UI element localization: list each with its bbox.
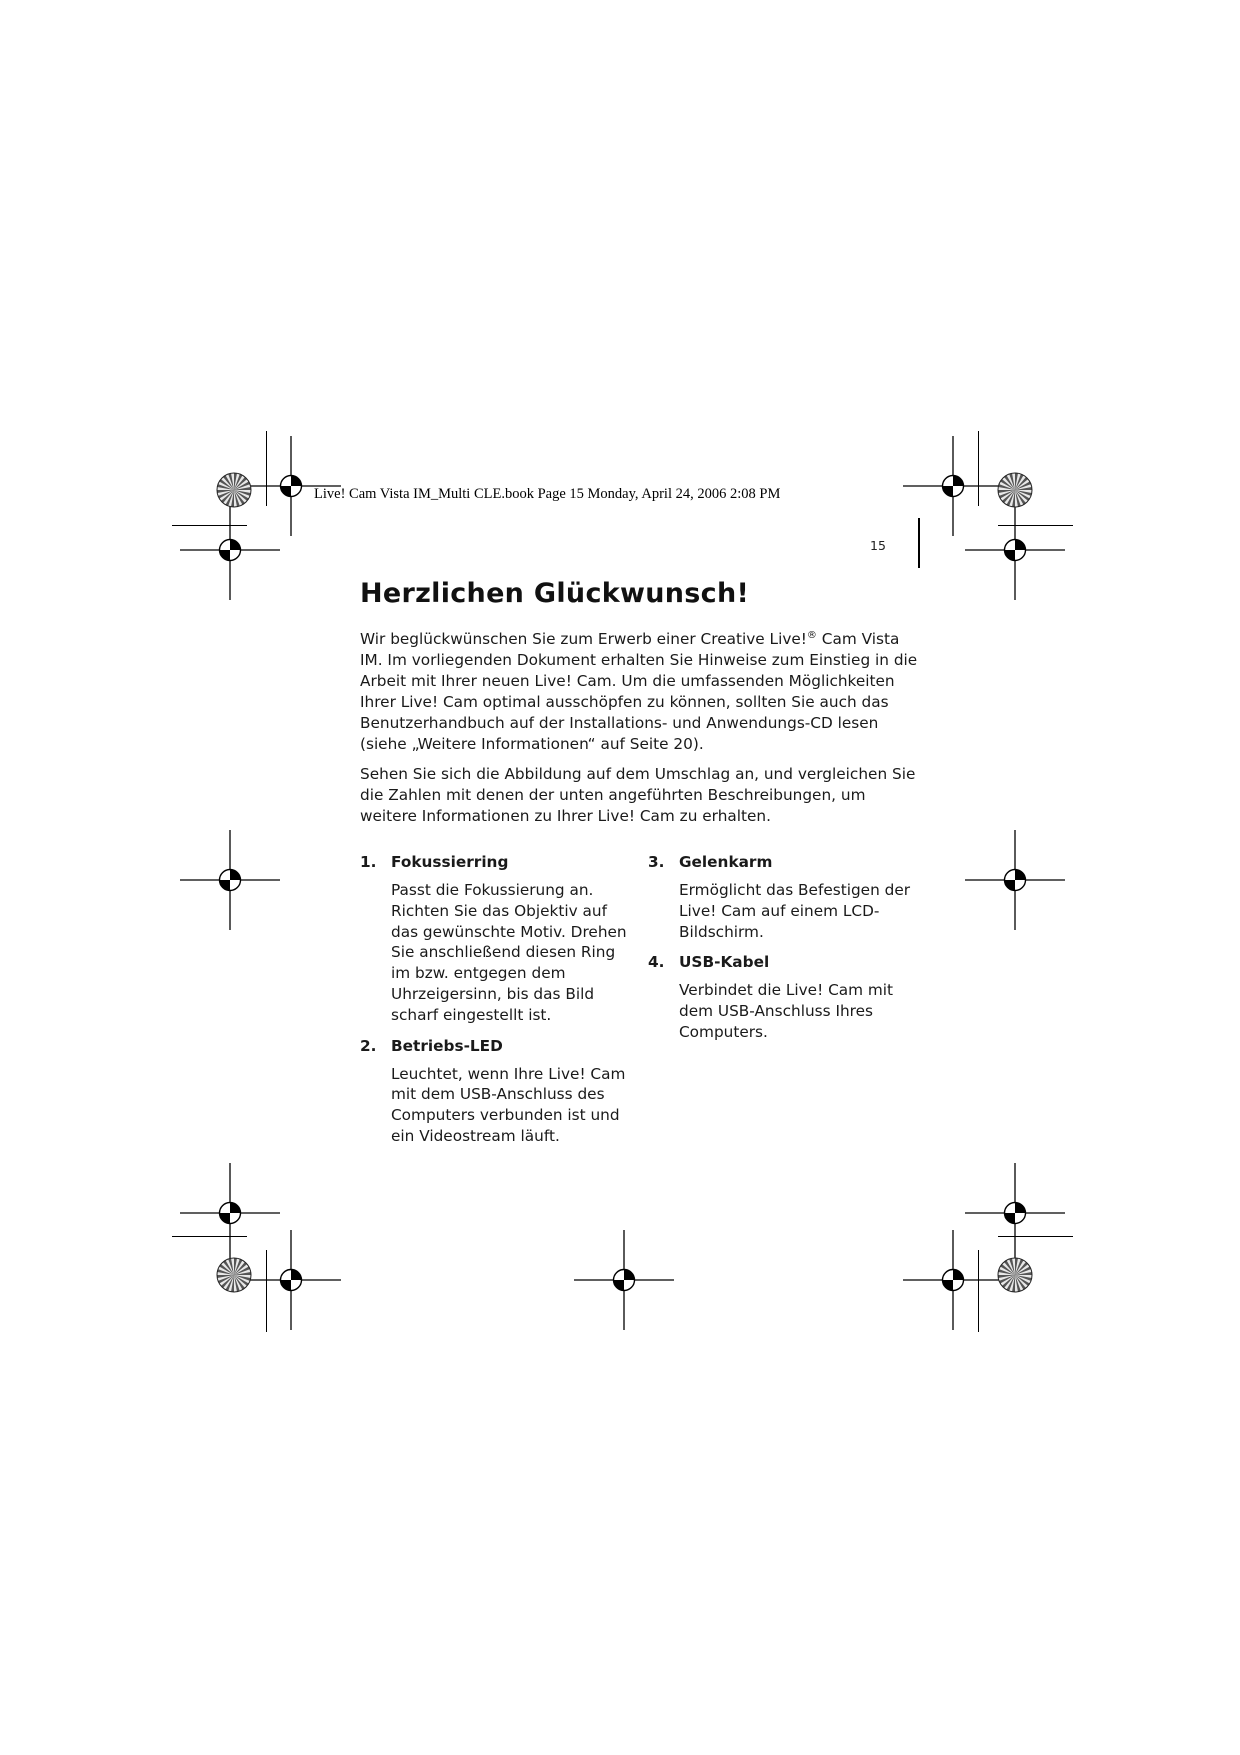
list-item xyxy=(648,851,918,942)
item-number: 3. xyxy=(648,853,665,871)
item-title: Fokussierring xyxy=(391,853,509,871)
registration-mark-icon xyxy=(574,1230,674,1330)
registration-mark-icon xyxy=(241,1230,341,1330)
item-number: 2. xyxy=(360,1036,377,1055)
list-item xyxy=(360,851,630,1026)
item-heading xyxy=(648,851,918,873)
item-number: 4. xyxy=(648,953,665,972)
instruction-paragraph: Sehen Sie sich die Abbildung auf dem Umschlag an, und vergleichen Sie die Zahlen mit denen der unten angeführten Beschreibungen, um weitere Informationen zu Ihrer Live! Cam zu erhalten. xyxy=(360,765,916,825)
starburst-target-icon xyxy=(215,1256,253,1294)
item-heading xyxy=(360,851,630,873)
registration-mark-icon xyxy=(180,500,280,600)
registration-mark-icon xyxy=(903,1230,1003,1330)
list-item xyxy=(360,1035,630,1147)
intro-paragraph xyxy=(360,629,920,755)
registration-mark-icon xyxy=(180,830,280,930)
page-number: 15 xyxy=(870,538,886,553)
item-heading xyxy=(648,951,918,973)
intro-text-rest: Cam Vista IM. Im vorliegenden Dokument erhalten Sie Hinweise zum Einstieg in die Arbeit mit Ihrer neuen Live! Cam. Um die umfassenden Möglichkeiten Ihrer Live! Cam optimal ausschöpfen zu können, sollten Sie auch das Benutzerhandbuch auf der Installations- und Anwendungs-CD lesen (siehe „Weitere Informationen“ auf Seite 20). xyxy=(360,630,918,753)
list-item xyxy=(648,951,918,1042)
item-title: Betriebs-LED xyxy=(391,1036,503,1055)
parts-column-left xyxy=(360,851,630,1156)
starburst-target-icon xyxy=(996,1256,1034,1294)
intro-text-start: Wir beglückwünschen Sie zum Erwerb einer Creative Live! xyxy=(360,630,807,648)
item-heading xyxy=(360,1035,630,1057)
item-title: Gelenkarm xyxy=(679,853,773,871)
item-description: Leuchtet, wenn Ihre Live! Cam mit dem USB-Anschluss des Computers verbunden ist und ein Videostream läuft. xyxy=(391,1064,626,1145)
item-description: Verbindet die Live! Cam mit dem USB-Anschluss Ihres Computers. xyxy=(679,981,894,1041)
page-title: Herzlichen Glückwunsch! xyxy=(360,578,750,609)
starburst-target-icon xyxy=(996,471,1034,509)
parts-list xyxy=(360,851,920,1191)
parts-column-right xyxy=(648,851,918,1052)
registration-mark-icon xyxy=(965,500,1065,600)
registered-mark: ® xyxy=(806,630,817,641)
registration-mark-icon xyxy=(965,830,1065,930)
starburst-target-icon xyxy=(215,471,253,509)
item-title: USB-Kabel xyxy=(679,953,770,972)
item-description: Ermöglicht das Befestigen der Live! Cam auf einem LCD-Bildschirm. xyxy=(679,881,911,941)
print-slug: Live! Cam Vista IM_Multi CLE.book Page 15 Monday, April 24, 2006 2:08 PM xyxy=(314,486,781,502)
page-content xyxy=(360,578,920,1191)
item-number: 1. xyxy=(360,853,377,871)
item-description: Passt die Fokussierung an. Richten Sie das Objektiv auf das gewünschte Motiv. Drehen Sie anschließend diesen Ring im bzw. entgegen dem Uhrzeigersinn, bis das Bild scharf eingestellt ist. xyxy=(391,881,627,1024)
